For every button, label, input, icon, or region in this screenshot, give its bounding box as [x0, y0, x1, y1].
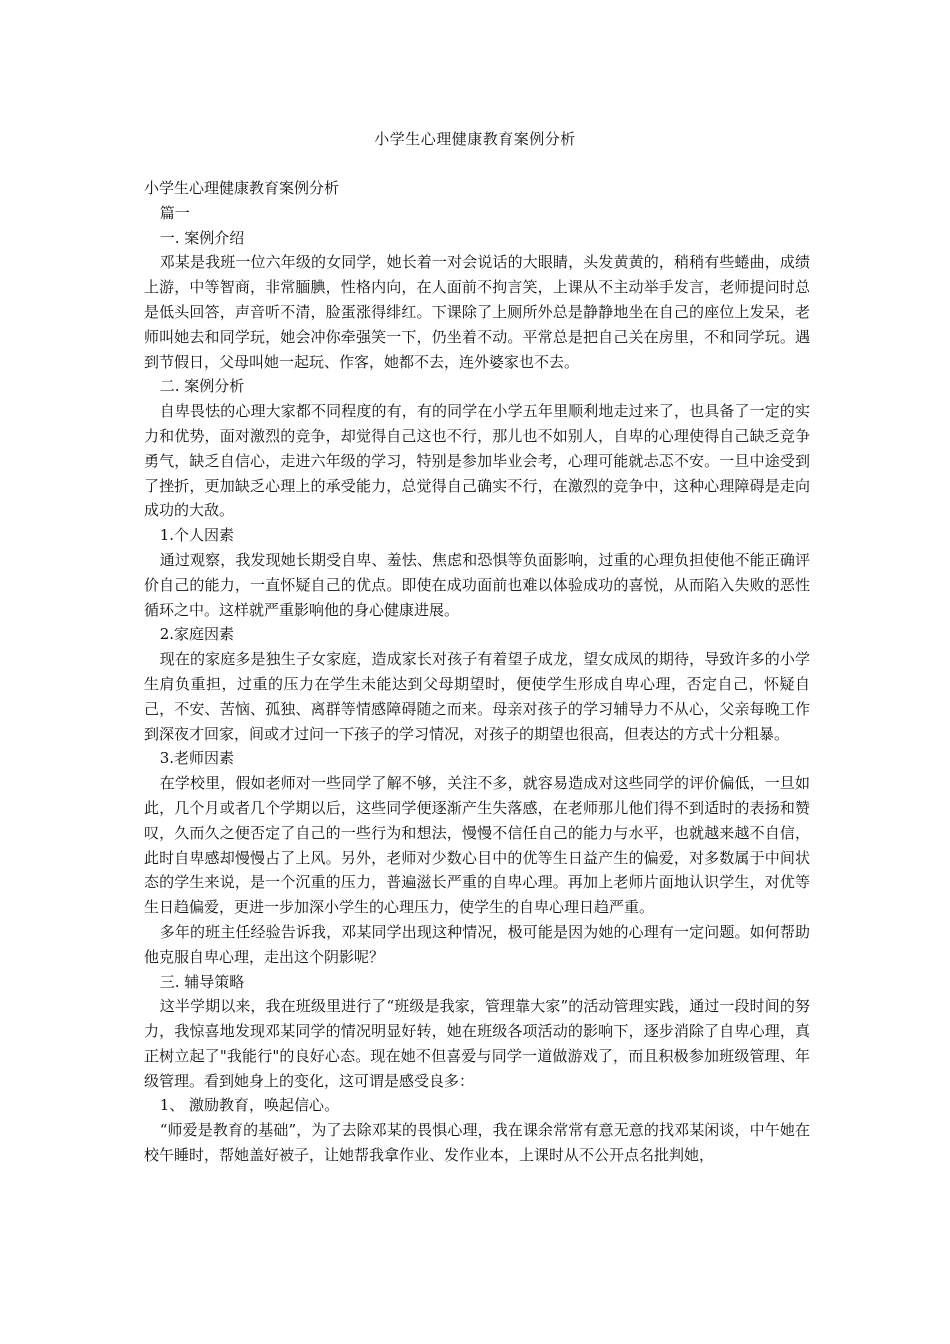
subsection-paragraph: 现在的家庭多是独生子女家庭，造成家长对孩子有着望子成龙，望女成凤的期待，导致许多的小学生肩负重担，过重的压力在学生未能达到父母期望时，便使学生形成自卑心理，否定自己，怀疑自己，不安、苦恼、孤独、离群等情感障碍随之而来。母亲对孩子的学习辅导力不从心，父亲每晚工作到深夜才回家，间或才过问一下孩子的学习情况，对孩子的期望也很高，但表达的方式十分粗暴。 — [144, 650, 810, 743]
subsection-heading-personal-factors: 1.个人因素 — [159, 526, 235, 545]
subsection-paragraph: 通过观察，我发现她长期受自卑、羞怯、焦虑和恐惧等负面影响，过重的心理负担使他不能正确评价自己的能力，一直怀疑自己的优点。即使在成功面前也难以体验成功的喜悦，从而陷入失败的恶性循环之中。这样就严重影响他的身心健康进展。 — [144, 550, 810, 619]
section-paragraph: 这半学期以来，我在班级里进行了“班级是我家，管理靠大家”的活动管理实践，通过一段时间的努力，我惊喜地发现邓某同学的情况明显好转，她在班级各项活动的影响下，逐步消除了自卑心理，真正树立起了"我能行"的良好心态。现在她不但喜爱与同学一道做游戏了，而且积极参加班级管理、年级管理。看到她身上的变化，这可谓是感受良多： — [144, 997, 810, 1090]
section-heading-counseling-strategy: 三. 辅导策略 — [159, 972, 245, 991]
section-closing-paragraph: 多年的班主任经验告诉我，邓某同学出现这种情况，极可能是因为她的心理有一定问题。如何帮助他克服自卑心理，走出这个阴影呢？ — [144, 922, 810, 966]
section-heading-case-introduction: 一. 案例介绍 — [159, 228, 245, 247]
document-subtitle: 小学生心理健康教育案例分析 — [144, 179, 340, 197]
subsection-paragraph: 在学校里，假如老师对一些同学了解不够，关注不多，就容易造成对这些同学的评价偏低，一旦如此，几个月或者几个学期以后，这些同学便逐渐产生失落感，在老师那儿他们得不到适时的表扬和赞叹，久而久之便否定了自己的一些行为和想法，慢慢不信任自己的能力与水平，也就越来越不自信，此时自卑感却慢慢占了上风。另外，老师对少数心目中的优等生日益产生的偏爱，对多数属于中间状态的学生来说，是一个沉重的压力，普遍滋长严重的自卑心理。再加上老师片面地认识学生，对优等生日趋偏爱，更进一步加深小学生的心理压力，使学生的自卑心理日趋严重。 — [144, 774, 810, 917]
part-label: 篇一 — [159, 203, 190, 222]
strategy-paragraph: “师爱是教育的基础”，为了去除邓某的畏惧心理，我在课余常常有意无意的找邓某闲谈，中午她在校午睡时，帮她盖好被子，让她帮我拿作业、发作业本，上课时从不公开点名批判她， — [144, 1121, 810, 1165]
subsection-heading-teacher-factors: 3.老师因素 — [159, 749, 235, 768]
strategy-heading: 1、 激励教育，唤起信心。 — [159, 1096, 340, 1115]
section-heading-case-analysis: 二. 案例分析 — [159, 377, 245, 396]
document-body — [144, 176, 810, 1168]
document-title: 小学生心理健康教育案例分析 — [374, 130, 576, 148]
section-paragraph: 邓某是我班一位六年级的女同学，她长着一对会说话的大眼睛，头发黄黄的，稍稍有些蜷曲，成绩上游，中等智商，非常腼腆，性格内向，在人面前不拘言笑，上课从不主动举手发言，老师提问时总是低头回答，声音听不清，脸蛋涨得绯红。下课除了上厕所外总是静静地坐在自己的座位上发呆，老师叫她去和同学玩，她会冲你牵强笑一下，仍坐着不动。平常总是把自己关在房里，不和同学玩。遇到节假日，父母叫她一起玩、作客，她都不去，连外婆家也不去。 — [144, 253, 810, 371]
section-paragraph: 自卑畏怯的心理大家都不同程度的有，有的同学在小学五年里顺利地走过来了，也具备了一定的实力和优势，面对激烈的竞争，却觉得自己这也不行，那儿也不如别人，自卑的心理使得自己缺乏竞争勇气，缺乏自信心，走进六年级的学习，特别是参加毕业会考，心理可能就忐忑不安。一旦中途受到了挫折，更加缺乏心理上的承受能力，总觉得自己确实不行，在激烈的竞争中，这种心理障碍是走向成功的大敌。 — [144, 402, 810, 520]
subsection-heading-family-factors: 2.家庭因素 — [159, 625, 235, 644]
